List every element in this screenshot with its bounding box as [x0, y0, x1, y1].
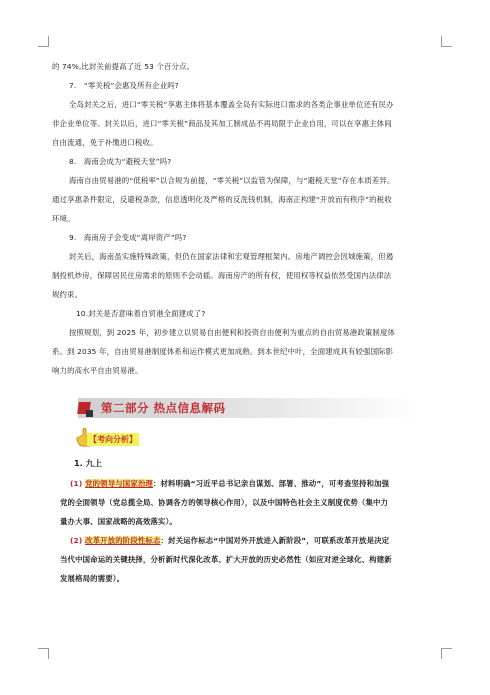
paragraph-line: 党的全面领导（党总揽全局、协调各方的领导核心作用），以及中国特色社会主义制度优势（集中力: [60, 498, 389, 507]
paragraph-line: 制投机炒房，保障居民住房需求的原则不会动摇。海南房产的所有权，使用权等权益依然受国内法律法: [52, 271, 392, 280]
section-title: 第二部分 热点信息解码: [101, 401, 226, 415]
body-text: [52, 57, 442, 380]
point-1-line-1: [60, 473, 440, 492]
point-2-number: (2): [70, 536, 83, 545]
analysis-label: 【考向分析】: [89, 435, 137, 444]
question-9-title: 9. 海南房子会变成“离岸资产”吗?: [69, 233, 187, 242]
paragraph-line: 当代中国命运的关键抉择，分析新时代深化改革、扩大开放的历史必然性（如应对逆全球化、构建新: [60, 555, 392, 564]
paragraph-line: 系。到 2035 年，自由贸易港制度体系和运作模式更加成熟。到本世纪中叶，全面建成具有较强国际影: [52, 347, 394, 356]
analysis-points: [60, 473, 440, 587]
paragraph-line: 非企业单位等。封关以后，进口“零关税”商品及其加工制成品不再局限于企业自用，可以在享惠主体间: [52, 119, 392, 128]
question-7-title: 7. “零关税”会惠及所有企业吗?: [69, 81, 179, 90]
paragraph-line: 环境。: [52, 214, 75, 223]
point-1-text: ：材料明确“习近平总书记亲自谋划、部署、推动”，可考查坚持和加强: [152, 479, 390, 488]
paragraph-line: 的 74%,比封关前提高了近 53 个百分点。: [52, 62, 195, 71]
paragraph-line: 响力的高水平自由贸易港。: [52, 366, 143, 375]
paragraph-line: 量办大事、国家战略的高效落实）。: [60, 517, 177, 526]
paragraph-line: 按照规划，到 2025 年，初步建立以贸易自由便利和投资自由便利为重点的自由贸易港政策制度体: [69, 328, 396, 337]
subheading: 1. 九上: [74, 458, 103, 468]
point-2-topic: 改革开放的阶段性标志: [85, 536, 161, 545]
point-2-line-1: [60, 530, 440, 549]
section-marker-shadow-icon: [86, 410, 93, 417]
point-1-number: (1): [70, 479, 83, 488]
paragraph-line: 通过享惠条件限定，反避税条款，信息透明化及严格的反洗钱机制，海南正构建“开放而有秩序”的税收: [52, 195, 392, 204]
paragraph-line: 封关后，海南虽实施特殊政策，但仍在国家法律和宏观管理框架内。房地产调控会因城施策，但遏: [69, 252, 394, 261]
question-8-title: 8. 海南会成为“避税天堂”吗?: [69, 157, 172, 166]
paragraph-line: 发展格局的需要）。: [60, 574, 125, 583]
crop-mark-top-left: [38, 36, 49, 47]
paragraph-line: 全岛封关之后，进口“零关税”享惠主体将基本覆盖全岛有实际进口需求的各类企事业单位还有民办: [69, 100, 394, 109]
paragraph-line: 海南自由贸易港的“低税率”以合规为前提，“零关税”以监管为保障，与“避税天堂”存在本质差异。: [69, 176, 395, 185]
crop-mark-bottom-left: [38, 648, 49, 659]
crop-mark-bottom-right: [441, 648, 452, 659]
point-1-topic: 党的领导与国家治理: [85, 479, 153, 488]
crop-mark-top-right: [441, 36, 452, 47]
paragraph-line: 自由流通，免于补缴进口税收。: [52, 138, 158, 147]
paragraph-line: 规约束。: [52, 290, 83, 299]
question-10-title: 10.封关是否意味着自贸港全面建成了?: [76, 309, 206, 318]
point-2-text: ：封关运作标志“中国对外开放进入新阶段”，可联系改革开放是决定: [160, 536, 390, 545]
